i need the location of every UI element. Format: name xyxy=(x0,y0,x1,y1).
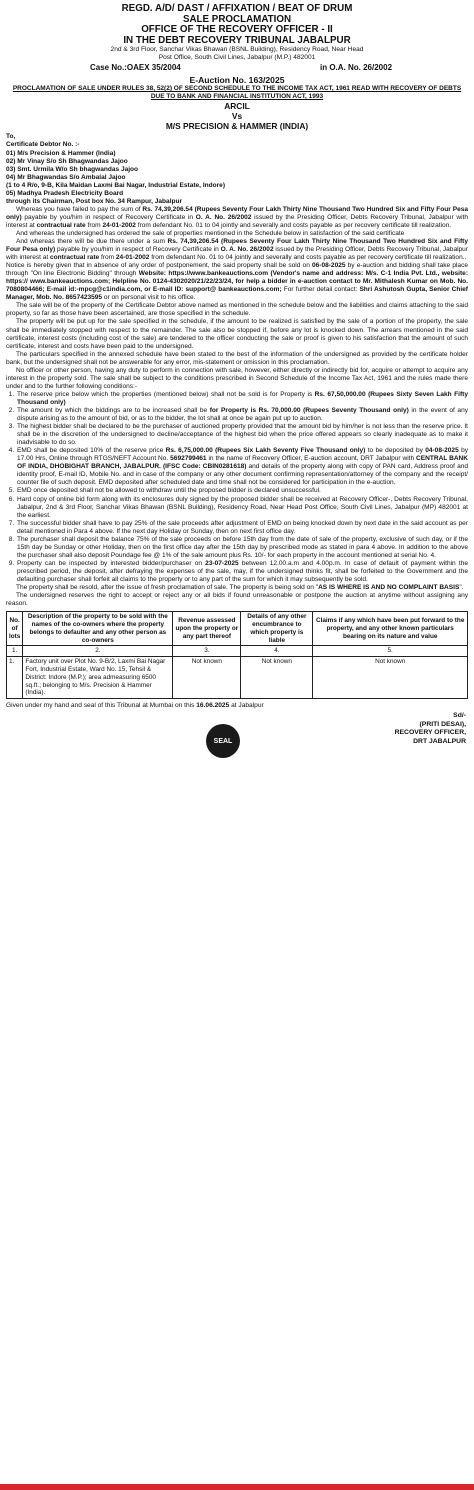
table-cell: Not known xyxy=(173,657,241,699)
condition-item: 3. The highest bidder shall be declared to be the purchaser of auctioned property provided that the amount bid by him/her is not less than the reserve price. It shall be in the discretion of the undersigned to decline/acceptance of the highest bid when the price offered appears so clearly inadequate as to make it inadvisable to do so. xyxy=(16,423,468,447)
to-label: To, xyxy=(6,133,16,141)
address-line-1: 2nd & 3rd Floor, Sanchar Vikas Bhawan (BSNL Building), Residency Road, Near Head xyxy=(110,46,364,53)
address-line-2: Post Office, South Civil Lines, Jabalpur (M.P.) 482001 xyxy=(158,54,316,62)
condition-item: 1. The reserve price below which the properties (mentioned below) shall not be sold is for Property is Rs. 67,50,000.00 (Rupees Sixty Seven Lakh Fifty Thousand only) xyxy=(16,391,468,407)
debtor-title: Certificate Debtor No. :- xyxy=(6,141,80,149)
bottom-color-bar xyxy=(0,1484,474,1490)
header-line-2: SALE PROCLAMATION xyxy=(182,13,292,25)
debtor-item: through its Chairman, Post box No. 34 Rampur, Jabalpur xyxy=(6,197,183,205)
proclamation-title: PROCLAMATION OF SALE UNDER RULES 38, 52(2) OF SECOND SCHEDULE TO THE INCOME TAX ACT, 1961 READ WITH RECOVERY OF DEBTS DUE TO BANK AND FINANCIAL INSTITUTION ACT, 1993 xyxy=(12,85,462,101)
column-header: Revenue assessed upon the property or any part thereof xyxy=(173,612,241,646)
paragraph-particulars: The particulars specified in the annexed schedule have been stated to the best of the information of the undersigned as provided by the certificate holder bank, but the undersigned shall not be answerable for any error, mis-statement or omission in this proclamation. xyxy=(6,350,468,366)
column-header: Claims if any which have been put forward to the property, and any other known particulars bearing on its nature and value xyxy=(313,612,468,646)
debtor-item: 04) Mr Bhagwandas S/o Ambalal Jajoo xyxy=(6,173,126,181)
paragraph-demand: Whereas you have failed to pay the sum of Rs. 74,39,206.54 (Rupees Seventy Four Lakh Thirty Nine Thousand Two Hundred Six and Fifty Four Pesa only) payable by you/him in respect of Recovery Certificate in O. A. No. 26/2002 issued by the Presiding Officer, Debts Recovery Tribunal, Jabalpur with interest at contractual rate from 24-01-2002 from defendant No. 01 to 04 jointly and severally and costs payable as per recovery certificate till realization. xyxy=(6,205,468,229)
signatory-place: DRT JABALPUR xyxy=(413,737,466,745)
conditions-list xyxy=(6,391,468,584)
condition-item: 2. The amount by which the biddings are to be increased shall be for Property is Rs. 70,000.00 (Rupees Seventy Thousand only) in the event of any dispute arising as to the amount of bid, or as to the bidder, the lot shall at once be again put up to auction. xyxy=(16,407,468,423)
paragraph-property: The property will be put up for the sale specified in the schedule, if the amount to be realized is satisfied by the sale of a portion of the property, the sale shall be immediately stopped with respect to the remainder. The sale also be stopped if, before any lot is knocked down. The arrears mentioned in the said certificate, interest costs (including cost of the sale) are tendered to the officer conducting the sale or proof is given to his satisfaction that the amount of such certificate, interest and costs have been paid to the undersigned. xyxy=(6,318,468,350)
condition-item: 8. The purchaser shall deposit the balance 75% of the sale proceeds on before 15th day from the date of sale of the property, exclusive of such day, or if the 15th day be Sunday or other Holiday, then on the first office day after the 15th day by prescribed mode as stated in para 4 above. In addition to the above the purchaser shall also deposit Poundage fee @ 1% of the sale amount plus Rs. 10/- for each property in the account mentioned at serial No. 4. xyxy=(16,536,468,560)
party-2: M/S PRECISION & HAMMER (INDIA) xyxy=(165,121,309,132)
paragraph-resale: The property shall be resold, after the issue of fresh proclamation of sale. The property is being sold on "AS IS WHERE IS AND NO COMPLAINT BASIS". xyxy=(16,584,464,592)
table-cell: Not known xyxy=(313,657,468,699)
table-cell: 4. xyxy=(241,646,313,657)
header-line-1: REGD. A/D/ DAST / AFFIXATION / BEAT OF DRUM xyxy=(121,3,353,14)
debtor-list xyxy=(6,133,468,205)
table-row xyxy=(7,657,468,699)
condition-item: 9. Property can be inspected by interested bidder/purchaser on 23-07-2025 between 12.00.a.m and 4.00p.m. In case of default of payment within the prescribed period, the deposit, after defraying the expenses of the sale, may, if the undersigned thinks fit, shall be forfeited to the Government and the defaulting purchaser shall forfeit all claims to the property or to any part of the sum for which it may subsequently be sold. xyxy=(16,560,468,584)
condition-item: 6. Hard copy of online bid form along with its enclosures duly signed by the proposed bidder shall be received at Recovery Officer-, Debts Recovery Tribunal, Jabalpur, 2nd & 3rd Floor, Sanchar Vikas Bhawan (BSNL Building), Residency Road, Near Head Post Office, South Civil Lines, Jabalpur (MP) 482001 at the earliest. xyxy=(16,496,468,520)
table-cell: 1. xyxy=(7,657,23,699)
seal-stamp: SEAL xyxy=(206,724,240,758)
table-cell: 3. xyxy=(173,646,241,657)
column-header: Details of any other encumbrance to which property is liable xyxy=(241,612,313,646)
case-number: Case No.:OAEX 35/2004 xyxy=(90,63,181,73)
given-under-line: Given under my hand and seal of this Tribunal at Mumbai on this 16.06.2025 at Jabalpur xyxy=(6,702,264,710)
signatory-name: (PRITI DESAI), xyxy=(419,720,466,728)
table-cell: 2. xyxy=(23,646,173,657)
header-line-3: OFFICE OF THE RECOVERY OFFICER - II xyxy=(141,24,333,35)
column-header: Description of the property to be sold with the names of the co-owners where the property belongs to defaulter and any other person as co-owners xyxy=(23,612,173,646)
oa-number: in O.A. No. 26/2002 xyxy=(320,63,393,73)
signatory-designation: RECOVERY OFFICER, xyxy=(394,729,466,737)
condition-item: 7. The successful bidder shall have to pay 25% of the sale proceeds after adjustment of EMD on being knocked down by next date in the said account as per detail mentioned in Para 4 above. If the next day Holiday or Sunday, then on next first office day. xyxy=(16,520,468,536)
debtor-item: 05) Madhya Pradesh Electricity Board xyxy=(6,189,124,197)
versus: Vs xyxy=(231,111,243,122)
table-cell: 5. xyxy=(313,646,468,657)
condition-item: 4. EMD shall be deposited 10% of the reserve price Rs. 6,75,000.00 (Rupees Six Lakh Seventy Five Thousand only) to be deposited by 04-08-2025 by 17.00 Hrs, Online through RTGS/NEFT Account No. 5692799461 in the name of Recovery Officer, E-auction account, DRT Jabalpur with CENTRAL BANK OF INDIA, DHOBIGHAT BRANCH, JABALPUR. (IFSC Code: CBIN0281618) and details of the property along with copy of PAN card, Address proof and identity proof, E-mail ID, Mobile No. and in case of the company or any other document confirming representation/attorney of the company and the receipt/ counter file of such deposit. EMD deposited after scheduled date and time shall not be considered for participation in the e-auction. xyxy=(16,447,468,487)
party-1: ARCIL xyxy=(224,101,250,112)
sd-label: Sd/- xyxy=(453,712,466,720)
debtor-item: 01) M/s Precision & Hammer (India) xyxy=(6,149,116,157)
case-line xyxy=(6,63,468,73)
column-header: No. of lots xyxy=(7,612,23,646)
sale-proclamation-notice xyxy=(6,4,468,770)
paragraph-officer: No officer or other person, having any duty to perform in connection with sale, however, either directly or indirectly bid for, acquire or attempt to acquire any interest in the property sold. The sale shall be subject to the conditions prescribed in Second Schedule of the Income Tax Act, 1961 and the rules made there under and to the further following conditions:- xyxy=(6,366,468,390)
paragraph-sale: The sale will be of the property of the Certificate Debtor above named as mentioned in the schedule below and the liabilities and claims attaching to the said property, so far as those have been ascertained, are those specified in the schedule. xyxy=(6,302,468,318)
paragraph-rights: The undersigned reserves the right to accept or reject any or all bids if found unreasonable or postpone the auction at anytime without assigning any reason. xyxy=(6,592,468,608)
paragraph-notice: Notice is hereby given that in absence of any order of postponement, the said property shall be sold on 06-08-2025 by e-auction and bidding shall take place through "On line Electronic Bidding" through Website: https://www.bankeauctions.com (Vendor's name and address: M/s. C-1 India Pvt. Ltd., website: https:// www.bankeauctions.com; Helpline No. 0124-4302020/21/22/23/24, for help a bidder in e-auction contact to Mr. Mithalesh Kumar on Mob. No. 7080804466; E-mail id:-mpcg@c1india.com, or E-mail ID: support@ bankeauctions.com; For further detail contact: Shri Ashutosh Gupta, Senior Chief Manager, Mob. No. 8657423595 or on personal visit to his office. xyxy=(6,262,469,302)
table-cell: Factory unit over Plot No. 9-B/2, Laxmi Bai Nagar Fort, Industrial Estate, Ward No. 15, Tehsil & District: Indore (M.P.); area admeasuring 6500 sq.ft.; belonging to M/s. Precision & Hammer (India). xyxy=(23,657,173,699)
notice-body xyxy=(6,133,468,608)
header-line-4: IN THE DEBT RECOVERY TRIBUNAL JABALPUR xyxy=(123,34,351,46)
eauction-number: E-Auction No. 163/2025 xyxy=(189,75,285,86)
paragraph-due: And whereas there will be due there under a sum Rs. 74,39,206.54 (Rupees Seventy Four Lakh Thirty Nine Thousand Two Hundred Six and Fifty Four Pesa only) payable by you/him in respect of Recovery Certificate in O. A. No. 26/2002 issued by the Presiding Officer, Debts Recovery Tribunal, Jabalpur with interest at contractual rate from 24-01-2002 from defendant No. 01 to 04 jointly and severally and costs payable as per recovery certificate till realization.. xyxy=(6,238,469,262)
property-schedule-table xyxy=(6,611,468,699)
table-cell: 1. xyxy=(7,646,23,657)
debtor-item: 03) Smt. Urmila W/o Sh bhagwandas Jajoo xyxy=(6,165,139,173)
column-number-row xyxy=(7,646,468,657)
table-header-row xyxy=(7,612,468,646)
table-cell: Not known xyxy=(241,657,313,699)
signature-block xyxy=(6,710,468,770)
paragraph-order: And whereas the undersigned has ordered the sale of properties mentioned in the Schedule below in satisfaction of the said certificate xyxy=(16,229,405,237)
debtor-item: (1 to 4 R/o, 9-B, Kila Maidan Laxmi Bai Nagar, Industrial Estate, Indore) xyxy=(6,181,226,189)
signatory xyxy=(395,712,466,746)
condition-item: 5. EMD once deposited shall not be allowed to withdraw until the proposed bidder is declared unsuccessful. xyxy=(16,487,468,495)
debtor-item: 02) Mr Vinay S/o Sh Bhagwandas Jajoo xyxy=(6,157,128,165)
